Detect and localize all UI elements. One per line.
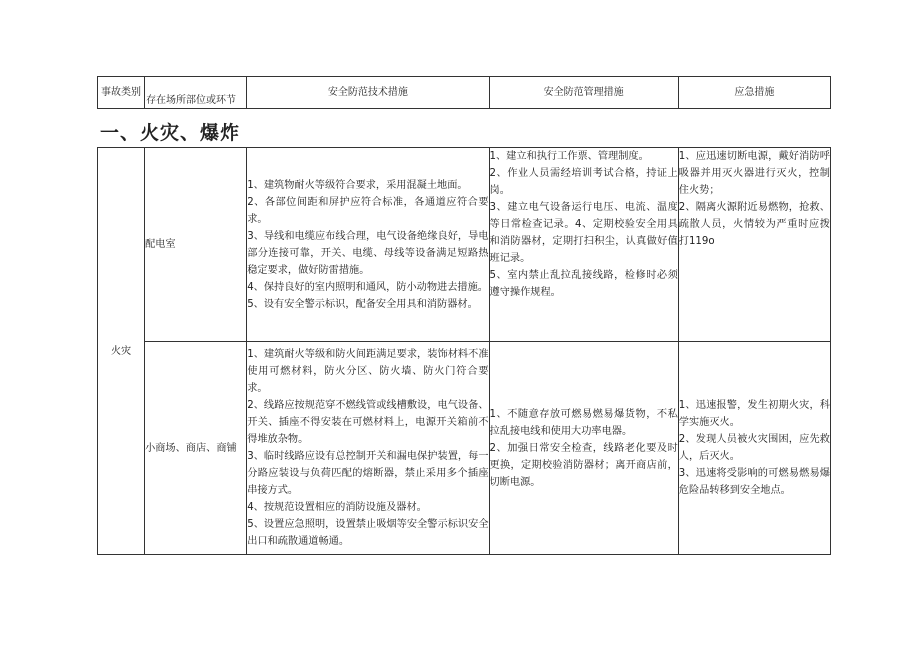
location-cell: 配电室	[145, 148, 247, 342]
tech-measures-cell: 1、建筑耐火等级和防火间距满足要求，装饰材料不准使用可燃材料，防火分区、防火墙、防火门符合要求。 2、线路应按规范穿不燃线管或线槽敷设，电气设备、开关、插座不得安装在可燃材料上，电源开关箱前不得堆放杂物。 3、临时线路应设有总控制开关和漏电保护装置，每一分路应装设与负荷匹配的熔断器，禁止采用多个插座串接方式。 4、按规范设置相应的消防设施及器材。 5、设置应急照明，设置禁止吸烟等安全警示标识安全出口和疏散通道畅通。	[247, 342, 489, 555]
section-title: 一、火灾、爆炸	[100, 122, 241, 144]
table-row	[98, 148, 831, 342]
header-emergency-measures: 应急措施	[678, 77, 830, 109]
location-cell: 小商场、商店、商铺	[145, 342, 247, 555]
table-row	[98, 342, 831, 555]
header-row	[98, 77, 831, 109]
measures-table	[97, 147, 831, 555]
emergency-measures-cell: 1、应迅速切断电源，戴好消防呼吸器并用灭火器进行灭火，控制住火势； 2、隔离火源附近易燃物，抢救、疏散人员，火情较为严重时应拨打119o	[678, 148, 830, 342]
management-measures-cell: 1、建立和执行工作票、管理制度。 2、作业人员需经培训考试合格，持证上岗。 3、建立电气设备运行电压、电流、温度等日常检查记录。4、定期校验安全用具和消防器材，定期打扫积尘，认真做好值班记录。 5、室内禁止乱拉乱接线路，检修时必须遵守操作规程。	[489, 148, 678, 342]
emergency-measures-cell: 1、迅速报警，发生初期火灾，科学实施灭火。 2、发现人员被火灾围困，应先救人，后灭火。 3、迅速将受影响的可燃易燃易爆危险品转移到安全地点。	[678, 342, 830, 555]
header-tech-measures: 安全防范技术措施	[247, 77, 489, 109]
management-measures-cell: 1、不随意存放可燃易燃易爆货物，不私拉乱接电线和使用大功率电器。 2、加强日常安全检查，线路老化要及时更换，定期校验消防器材；离开商店前，切断电源。	[489, 342, 678, 555]
header-management-measures: 安全防范管理措施	[489, 77, 678, 109]
header-location: 存在场所部位或环节	[145, 77, 247, 109]
header-table	[97, 76, 831, 109]
header-category: 事故类别	[98, 77, 145, 109]
category-cell: 火灾	[98, 148, 145, 555]
tech-measures-cell: 1、建筑物耐火等级符合要求，采用混凝土地面。 2、各部位间距和屏护应符合标准，各通道应符合要求。 3、导线和电缆应布线合理，电气设备绝缘良好，导电部分连接可靠，开关、电缆、母线等设备满足短路热稳定要求，做好防雷措施。 4、保持良好的室内照明和通风，防小动物进去措施。 5、设有安全警示标识，配备安全用具和消防器材。	[247, 148, 489, 342]
